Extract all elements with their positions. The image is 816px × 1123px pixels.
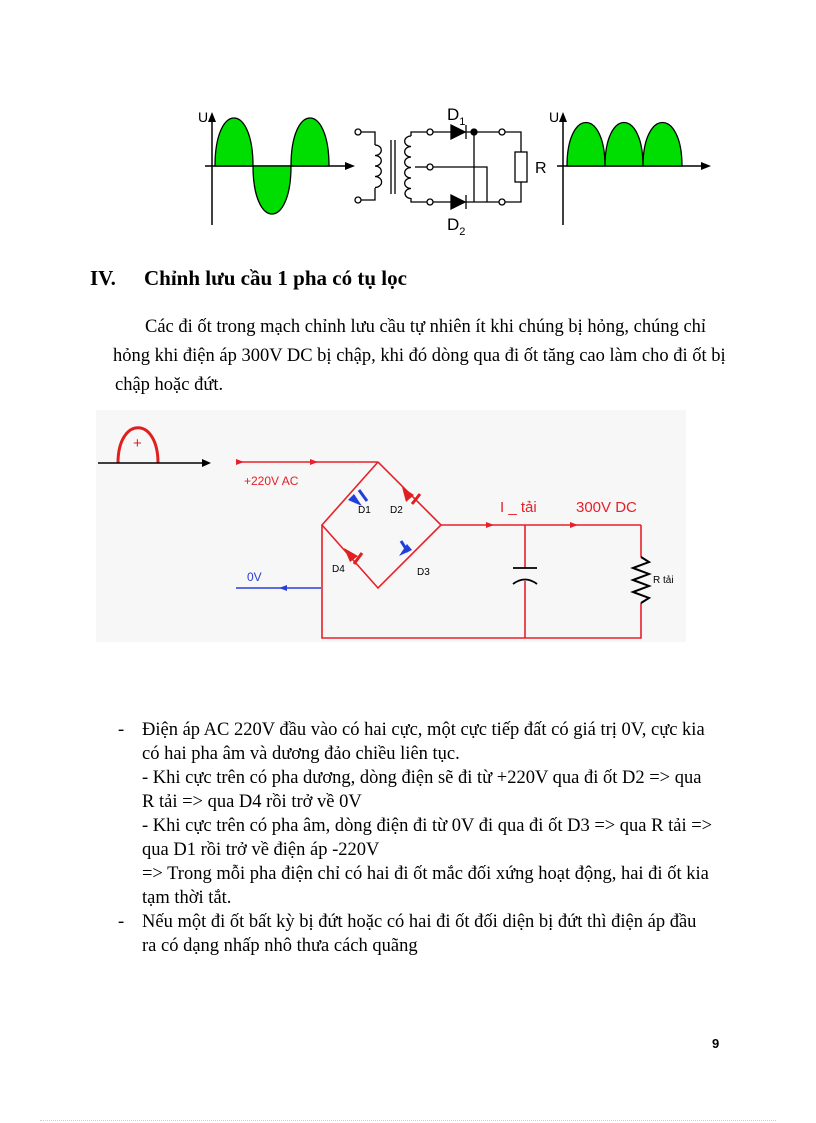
d4-label: D4: [332, 564, 345, 575]
page-number: 9: [712, 1036, 720, 1051]
zero-volt-label: 0V: [247, 570, 262, 584]
load-current-label: I _ tải: [500, 499, 537, 516]
list-line: ra có dạng nhấp nhô thưa cách quãng: [142, 936, 418, 956]
dc-output-waveform: [549, 109, 711, 225]
u-axis-label-left: U: [198, 109, 209, 125]
paragraph-line: Các đi ốt trong mạch chỉnh lưu cầu tự nhiên ít khi chúng bị hỏng, chúng chỉ: [145, 317, 707, 337]
intro-paragraph: [113, 313, 726, 400]
paragraph-line: hỏng khi điện áp 300V DC bị chập, khi đó dòng qua đi ốt tăng cao làm cho đi ốt bị: [113, 346, 726, 366]
explanation-list: [118, 718, 738, 958]
list-line: - Khi cực trên có pha âm, dòng điện đi từ 0V đi qua đi ốt D3 => qua R tải =>: [142, 816, 713, 836]
plus-sign: +: [133, 435, 142, 452]
list-line: tạm thời tắt.: [142, 888, 232, 908]
dc-voltage-label: 300V DC: [576, 499, 637, 516]
footer-divider: [40, 1120, 776, 1121]
list-line: R tải => qua D4 rồi trở về 0V: [142, 792, 362, 812]
section-heading: [90, 266, 407, 291]
list-line: - Khi cực trên có pha dương, dòng điện sẽ đi từ +220V qua đi ốt D2 => qua: [142, 768, 702, 788]
section-title: Chỉnh lưu cầu 1 pha có tụ lọc: [144, 266, 407, 290]
u-axis-label-right: U: [549, 109, 560, 125]
list-item: [118, 718, 738, 910]
bridge-rectifier-figure: [96, 410, 686, 642]
list-line: Nếu một đi ốt bất kỳ bị đứt hoặc có hai đi ốt đối diện bị đứt thì điện áp đầu: [142, 912, 697, 932]
ac-input-waveform: [198, 109, 355, 225]
section-number: IV.: [90, 266, 116, 290]
list-dash: -: [118, 720, 125, 740]
rectifier-circuit: [355, 125, 527, 209]
list-line: Điện áp AC 220V đầu vào có hai cực, một cực tiếp đất có giá trị 0V, cực kia: [142, 720, 705, 740]
d2-label: D2: [390, 505, 403, 516]
list-line: qua D1 rồi trở về điện áp -220V: [142, 840, 380, 860]
full-wave-rectifier-figure: [195, 100, 715, 250]
list-line: có hai pha âm và dương đảo chiều liên tục.: [142, 744, 460, 764]
paragraph-line: chập hoặc đứt.: [115, 375, 224, 395]
list-item: [118, 910, 738, 958]
resistor-label: R: [535, 160, 547, 177]
ac-voltage-label: +220V AC: [244, 474, 299, 488]
d1-label: D1: [358, 505, 371, 516]
d2-label: $D_2$: [447, 215, 466, 238]
load-resistor-label: R tải: [653, 575, 674, 586]
list-line: => Trong mỗi pha điện chỉ có hai đi ốt mắc đối xứng hoạt động, hai đi ốt kia: [142, 864, 709, 884]
d1-label: $D_1$: [447, 105, 466, 128]
d3-label: D3: [417, 567, 430, 578]
list-dash: -: [118, 912, 125, 932]
